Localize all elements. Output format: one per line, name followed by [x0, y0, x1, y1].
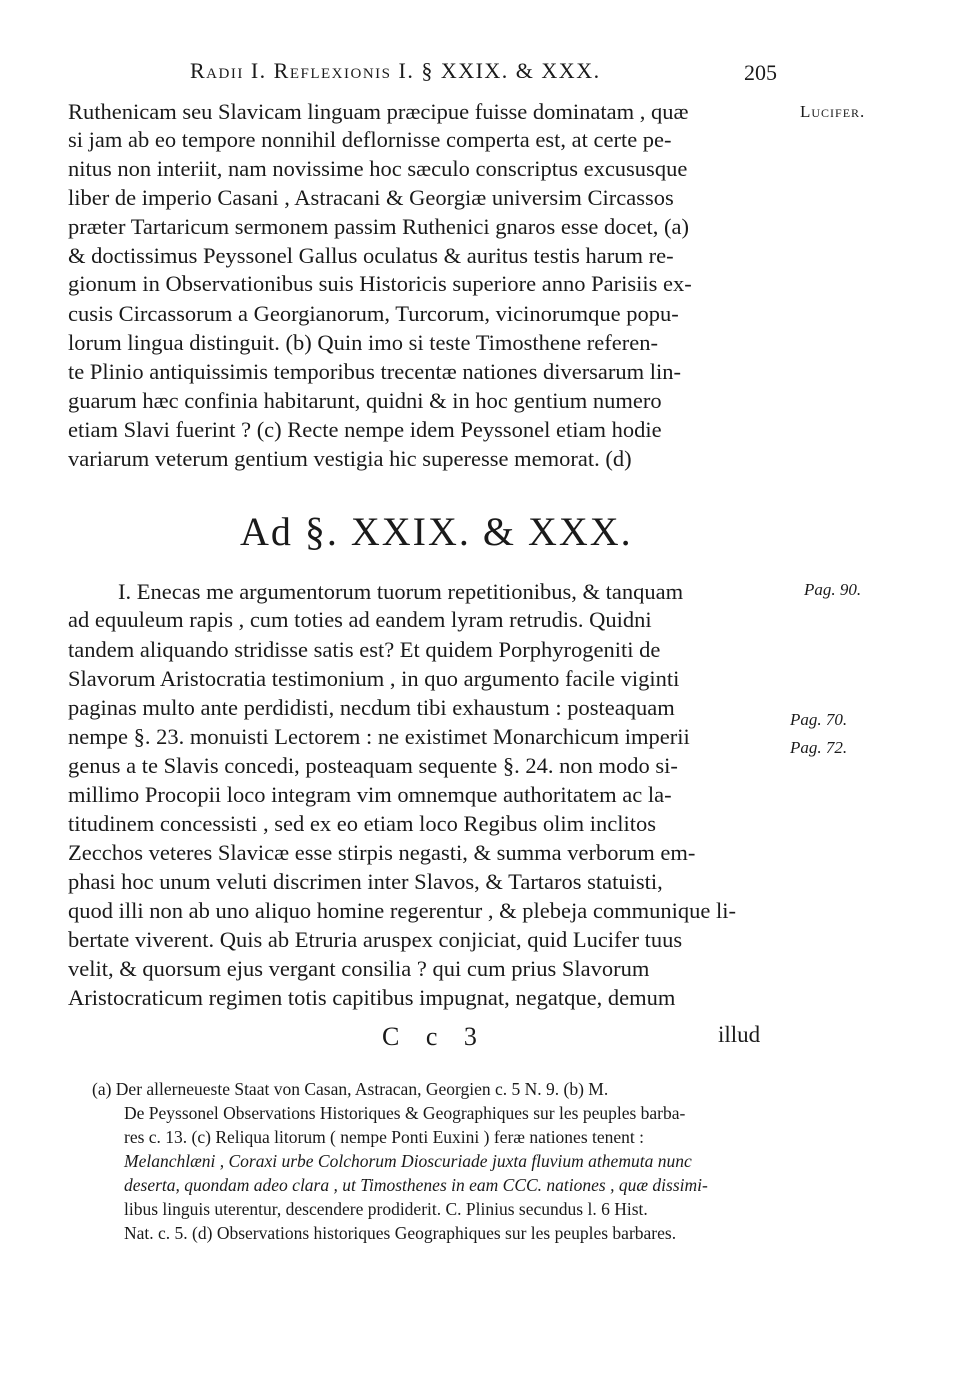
footnote-line: (a) Der allerneueste Staat von Casan, Astracan, Georgien c. 5 N. 9. (b) M. [92, 1079, 609, 1099]
text-line: ad equuleum rapis , cum toties ad eandem lyram retrudis. Quidni [68, 607, 652, 632]
margin-note-pag-90: Pag. 90. [804, 580, 862, 599]
text-line: tandem aliquando stridisse satis est? Et quidem Porphyrogeniti de [68, 637, 661, 662]
text-line: si jam ab eo tempore nonnihil deflornisse comperta est, at certe pe- [68, 127, 672, 152]
text-line: præter Tartaricum sermonem passim Ruthenici gnaros esse docet, (a) [68, 214, 689, 239]
margin-note-lucifer: Lucifer. [800, 102, 866, 121]
text-line: millimo Procopii loco integram vim omnemque authoritatem ac la- [68, 782, 672, 807]
text-line: liber de imperio Casani , Astracani & Georgiæ universim Circassos [68, 185, 674, 210]
text-line: Aristocraticum regimen totis capitibus impugnat, negatque, demum [68, 985, 676, 1010]
text-line: etiam Slavi fuerint ? (c) Recte nempe idem Peyssonel etiam hodie [68, 417, 662, 442]
text-line: phasi hoc unum veluti discrimen inter Slavos, & Tartaros statuisti, [68, 869, 663, 894]
running-head: Radii I. Reflexionis I. § XXIX. & XXX. [190, 58, 601, 83]
text-line: cusis Circassorum a Georgianorum, Turcorum, vicinorumque popu- [68, 301, 679, 326]
text-line: titudinem concessisti , sed ex eo etiam loco Regibus olim inclitos [68, 811, 657, 836]
footnote-line: deserta, quondam adeo clara , ut Timosthenes in eam CCC. nationes , quæ dissimi- [124, 1175, 708, 1195]
margin-note-pag-72: Pag. 72. [790, 738, 848, 757]
section-heading: Ad §. XXIX. & XXX. [240, 509, 633, 554]
footnote-line: libus linguis uterentur, descendere prodiderit. C. Plinius secundus l. 6 Hist. [124, 1199, 648, 1219]
text-line: velit, & quorsum ejus vergant consilia ? qui cum prius Slavorum [68, 956, 650, 981]
footnote-line: De Peyssonel Observations Historiques & Geographiques sur les peuples barba- [124, 1103, 686, 1123]
signature-mark: C c 3 [382, 1022, 487, 1051]
footnote-line: Melanchlæni , Coraxi urbe Colchorum Dioscuriade juxta fluvium athemuta nunc [124, 1151, 692, 1171]
text-line: Zecchos veteres Slavicæ esse stirpis negasti, & summa verborum em- [68, 840, 696, 865]
text-line: te Plinio antiquissimis temporibus trecentæ nationes diversarum lin- [68, 359, 682, 384]
text-line: I. Enecas me argumentorum tuorum repetitionibus, & tanquam [118, 579, 684, 604]
page-number: 205 [744, 60, 777, 85]
footnote-line: Nat. c. 5. (d) Observations historiques Geographiques sur les peuples barbares. [124, 1223, 677, 1243]
text-line: nempe §. 23. monuisti Lectorem : ne existimet Monarchicum imperii [68, 724, 690, 749]
footnote-line: res c. 13. (c) Reliqua litorum ( nempe Ponti Euxini ) feræ nationes tenent : [124, 1127, 645, 1147]
text-line: gionum in Observationibus suis Historicis superiore anno Parisiis ex- [68, 271, 692, 296]
text-line: genus a te Slavis concedi, posteaquam sequente §. 24. non modo si- [68, 753, 678, 778]
text-line: paginas multo ante perdidisti, necdum tibi exhaustum : posteaquam [68, 695, 675, 720]
text-line: Ruthenicam seu Slavicam linguam præcipue fuisse dominatam , quæ [68, 99, 689, 124]
text-line: bertate viverent. Quis ab Etruria aruspex conjiciat, quid Lucifer tuus [68, 927, 683, 952]
text-line: Slavorum Aristocratia testimonium , in quo argumento facile viginti [68, 666, 680, 691]
text-line: lorum lingua distinguit. (b) Quin imo si teste Timosthene referen- [68, 330, 658, 355]
catchword: illud [718, 1022, 761, 1047]
text-line: guarum hæc confinia habitarunt, quidni & in hoc gentium numero [68, 388, 662, 413]
text-line: variarum veterum gentium vestigia hic superesse memorat. (d) [68, 446, 632, 471]
text-line: & doctissimus Peyssonel Gallus oculatus & auritus testis harum re- [68, 243, 674, 268]
text-line: quod illi non ab uno aliquo homine regerentur , & plebeja communique li- [68, 898, 736, 923]
text-line: nitus non interiit, nam novissime hoc sæculo conscriptus excususque [68, 156, 688, 181]
margin-note-pag-70: Pag. 70. [790, 710, 848, 729]
